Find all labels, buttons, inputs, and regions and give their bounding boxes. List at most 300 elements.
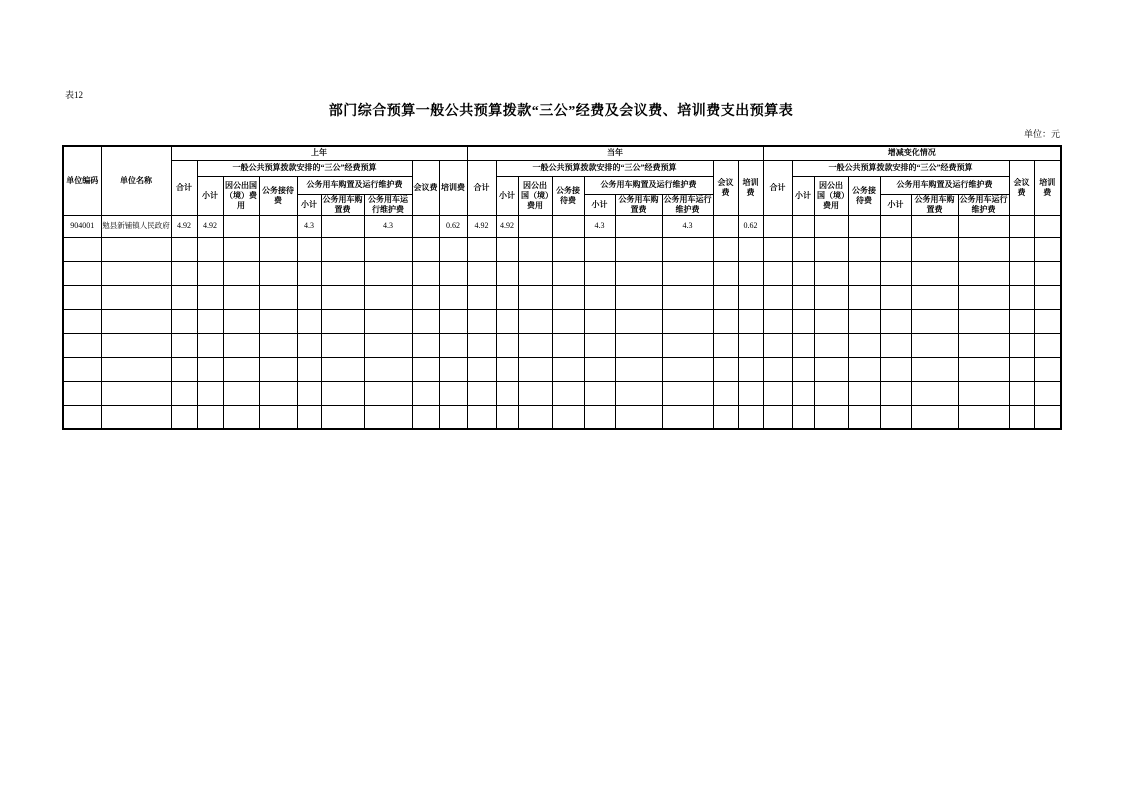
- empty-cell: [738, 333, 763, 357]
- empty-cell: [412, 381, 439, 405]
- empty-cell: [518, 261, 552, 285]
- cell-cur-subtotal: 4.92: [496, 215, 518, 237]
- empty-cell: [662, 309, 713, 333]
- empty-cell: [297, 309, 321, 333]
- empty-cell: [412, 333, 439, 357]
- empty-table-row: [63, 381, 1061, 405]
- empty-cell: [713, 261, 738, 285]
- empty-cell: [958, 309, 1009, 333]
- empty-cell: [662, 405, 713, 429]
- col-header-training: 培训费: [439, 160, 467, 215]
- empty-cell: [814, 405, 848, 429]
- col-header-reception: 公务接待费: [552, 176, 584, 215]
- group-header-sangong: 一般公共预算拨款安排的“三公”经费预算: [197, 160, 412, 176]
- empty-cell: [223, 333, 259, 357]
- cell-prev-abroad: [223, 215, 259, 237]
- empty-cell: [297, 333, 321, 357]
- cell-prev-training: 0.62: [439, 215, 467, 237]
- empty-cell: [958, 381, 1009, 405]
- col-header-vehicle-purchase: 公务用车购置费: [911, 194, 958, 215]
- col-header-total: 合计: [467, 160, 496, 215]
- empty-cell: [63, 381, 101, 405]
- empty-cell: [467, 333, 496, 357]
- empty-cell: [259, 405, 297, 429]
- empty-cell: [171, 381, 197, 405]
- empty-cell: [792, 357, 814, 381]
- col-header-training: 培训费: [738, 160, 763, 215]
- empty-cell: [101, 285, 171, 309]
- empty-cell: [297, 261, 321, 285]
- group-header-sangong: 一般公共预算拨款安排的“三公”经费预算: [496, 160, 713, 176]
- empty-cell: [223, 357, 259, 381]
- empty-cell: [439, 357, 467, 381]
- group-header-vehicle: 公务用车购置及运行维护费: [297, 176, 412, 194]
- empty-cell: [518, 357, 552, 381]
- table-body: [63, 215, 1061, 429]
- empty-cell: [848, 309, 880, 333]
- empty-cell: [848, 357, 880, 381]
- empty-cell: [958, 261, 1009, 285]
- empty-cell: [439, 309, 467, 333]
- empty-cell: [518, 333, 552, 357]
- col-header-vehicle-purchase: 公务用车购置费: [322, 194, 363, 214]
- cell-unit-code: 904001: [63, 215, 101, 237]
- empty-cell: [439, 333, 467, 357]
- col-header-training: 培训费: [1034, 160, 1061, 215]
- empty-cell: [496, 237, 518, 261]
- empty-cell: [297, 237, 321, 261]
- empty-cell: [1009, 309, 1034, 333]
- empty-cell: [880, 309, 911, 333]
- cell-chg-abroad: [814, 215, 848, 237]
- empty-cell: [584, 285, 615, 309]
- cell-cur-vehicle-maintenance: 4.3: [662, 215, 713, 237]
- empty-table-row: [63, 237, 1061, 261]
- empty-cell: [467, 381, 496, 405]
- col-header-vehicle-maintenance: 公务用车运行维护费: [959, 194, 1008, 214]
- empty-cell: [814, 333, 848, 357]
- empty-cell: [738, 405, 763, 429]
- col-header-unit-code: 单位编码: [63, 146, 101, 215]
- empty-cell: [911, 309, 958, 333]
- empty-cell: [259, 357, 297, 381]
- budget-table: [62, 145, 1062, 430]
- empty-cell: [763, 381, 792, 405]
- empty-cell: [848, 381, 880, 405]
- empty-cell: [171, 333, 197, 357]
- col-header-unit-name: 单位名称: [101, 146, 171, 215]
- empty-cell: [552, 309, 584, 333]
- empty-cell: [518, 309, 552, 333]
- empty-cell: [223, 237, 259, 261]
- empty-cell: [792, 381, 814, 405]
- empty-cell: [259, 381, 297, 405]
- page-title: 部门综合预算一般公共预算拨款“三公”经费及会议费、培训费支出预算表: [328, 104, 794, 119]
- empty-cell: [584, 237, 615, 261]
- empty-cell: [880, 237, 911, 261]
- empty-cell: [584, 357, 615, 381]
- cell-chg-reception: [848, 215, 880, 237]
- cell-cur-vehicle-purchase: [615, 215, 662, 237]
- cell-cur-training: 0.62: [738, 215, 763, 237]
- empty-cell: [412, 405, 439, 429]
- col-header-reception: 公务接待费: [848, 176, 880, 215]
- empty-cell: [763, 357, 792, 381]
- empty-cell: [1009, 405, 1034, 429]
- cell-cur-reception: [552, 215, 584, 237]
- col-header-vehicle-subtotal: 小计: [584, 194, 615, 215]
- empty-cell: [738, 261, 763, 285]
- empty-cell: [1009, 261, 1034, 285]
- empty-cell: [1034, 309, 1061, 333]
- empty-cell: [1009, 285, 1034, 309]
- empty-cell: [101, 405, 171, 429]
- empty-cell: [958, 333, 1009, 357]
- empty-cell: [615, 261, 662, 285]
- empty-cell: [1034, 357, 1061, 381]
- empty-cell: [223, 309, 259, 333]
- empty-cell: [63, 285, 101, 309]
- empty-cell: [321, 261, 364, 285]
- empty-cell: [738, 237, 763, 261]
- empty-cell: [496, 381, 518, 405]
- col-header-abroad: 因公出国（境）费用: [518, 176, 552, 215]
- empty-cell: [552, 261, 584, 285]
- empty-table-row: [63, 309, 1061, 333]
- empty-cell: [496, 309, 518, 333]
- cell-prev-conference: [412, 215, 439, 237]
- empty-table-row: [63, 285, 1061, 309]
- col-header-subtotal: 小计: [792, 176, 814, 215]
- cell-chg-vehicle-subtotal: [880, 215, 911, 237]
- empty-cell: [763, 333, 792, 357]
- cell-chg-total: [763, 215, 792, 237]
- empty-cell: [439, 237, 467, 261]
- cell-cur-vehicle-subtotal: 4.3: [584, 215, 615, 237]
- cell-prev-vehicle-subtotal: 4.3: [297, 215, 321, 237]
- empty-cell: [552, 237, 584, 261]
- empty-table-row: [63, 261, 1061, 285]
- empty-cell: [792, 237, 814, 261]
- empty-cell: [171, 309, 197, 333]
- empty-cell: [364, 309, 412, 333]
- empty-cell: [364, 357, 412, 381]
- empty-cell: [584, 405, 615, 429]
- empty-cell: [467, 237, 496, 261]
- empty-cell: [321, 333, 364, 357]
- empty-cell: [814, 237, 848, 261]
- empty-cell: [911, 405, 958, 429]
- cell-chg-vehicle-purchase: [911, 215, 958, 237]
- empty-cell: [412, 237, 439, 261]
- empty-cell: [848, 333, 880, 357]
- empty-cell: [101, 261, 171, 285]
- empty-cell: [738, 309, 763, 333]
- empty-cell: [552, 285, 584, 309]
- empty-cell: [259, 285, 297, 309]
- empty-cell: [101, 381, 171, 405]
- cell-chg-vehicle-maintenance: [958, 215, 1009, 237]
- empty-cell: [958, 285, 1009, 309]
- empty-cell: [880, 405, 911, 429]
- empty-cell: [364, 333, 412, 357]
- empty-cell: [814, 309, 848, 333]
- col-header-vehicle-purchase: 公务用车购置费: [615, 194, 662, 215]
- empty-cell: [958, 405, 1009, 429]
- empty-cell: [364, 237, 412, 261]
- empty-cell: [848, 261, 880, 285]
- empty-cell: [297, 285, 321, 309]
- empty-cell: [297, 357, 321, 381]
- empty-cell: [439, 381, 467, 405]
- empty-cell: [713, 405, 738, 429]
- cell-cur-conference: [713, 215, 738, 237]
- empty-cell: [171, 285, 197, 309]
- empty-cell: [496, 333, 518, 357]
- empty-cell: [814, 381, 848, 405]
- empty-cell: [615, 285, 662, 309]
- empty-cell: [467, 405, 496, 429]
- empty-cell: [101, 333, 171, 357]
- empty-cell: [171, 261, 197, 285]
- empty-cell: [763, 285, 792, 309]
- cell-cur-abroad: [518, 215, 552, 237]
- empty-cell: [63, 333, 101, 357]
- empty-cell: [439, 261, 467, 285]
- empty-cell: [364, 285, 412, 309]
- empty-cell: [321, 357, 364, 381]
- empty-cell: [518, 381, 552, 405]
- empty-cell: [738, 357, 763, 381]
- empty-cell: [259, 333, 297, 357]
- empty-cell: [1034, 237, 1061, 261]
- group-header-sangong: 一般公共预算拨款安排的“三公”经费预算: [792, 160, 1009, 176]
- empty-table-row: [63, 333, 1061, 357]
- empty-cell: [763, 405, 792, 429]
- empty-cell: [1034, 285, 1061, 309]
- empty-cell: [259, 309, 297, 333]
- cell-chg-conference: [1009, 215, 1034, 237]
- section-header-current-year: 当年: [467, 146, 763, 160]
- empty-cell: [496, 285, 518, 309]
- cell-cur-total: 4.92: [467, 215, 496, 237]
- cell-prev-total: 4.92: [171, 215, 197, 237]
- empty-cell: [552, 405, 584, 429]
- empty-cell: [615, 309, 662, 333]
- empty-cell: [662, 357, 713, 381]
- empty-cell: [364, 381, 412, 405]
- empty-cell: [197, 405, 223, 429]
- empty-cell: [958, 357, 1009, 381]
- col-header-vehicle-maintenance: 公务用车运行维护费: [364, 194, 412, 215]
- empty-cell: [584, 309, 615, 333]
- empty-cell: [171, 405, 197, 429]
- cell-prev-vehicle-purchase: [321, 215, 364, 237]
- empty-cell: [496, 261, 518, 285]
- empty-cell: [713, 333, 738, 357]
- empty-cell: [615, 333, 662, 357]
- empty-cell: [364, 405, 412, 429]
- empty-cell: [584, 381, 615, 405]
- empty-cell: [552, 357, 584, 381]
- empty-cell: [223, 381, 259, 405]
- empty-cell: [814, 285, 848, 309]
- empty-cell: [171, 357, 197, 381]
- empty-cell: [63, 261, 101, 285]
- col-header-subtotal: 小计: [197, 176, 223, 215]
- cell-chg-subtotal: [792, 215, 814, 237]
- table-number-label: 表12: [65, 90, 84, 100]
- empty-cell: [439, 405, 467, 429]
- empty-cell: [792, 333, 814, 357]
- empty-cell: [197, 237, 223, 261]
- header-row-1: [63, 146, 1061, 160]
- cell-prev-vehicle-maintenance: 4.3: [364, 215, 412, 237]
- empty-cell: [662, 381, 713, 405]
- empty-cell: [763, 261, 792, 285]
- empty-cell: [958, 237, 1009, 261]
- empty-cell: [792, 261, 814, 285]
- empty-cell: [63, 405, 101, 429]
- empty-cell: [814, 261, 848, 285]
- empty-cell: [848, 405, 880, 429]
- empty-cell: [552, 333, 584, 357]
- empty-cell: [738, 285, 763, 309]
- empty-table-row: [63, 357, 1061, 381]
- col-header-vehicle-subtotal: 小计: [297, 194, 321, 215]
- empty-cell: [321, 237, 364, 261]
- empty-cell: [223, 285, 259, 309]
- col-header-conference: 会议费: [713, 160, 738, 215]
- empty-cell: [880, 333, 911, 357]
- empty-cell: [662, 237, 713, 261]
- empty-cell: [792, 405, 814, 429]
- empty-cell: [496, 405, 518, 429]
- empty-cell: [467, 357, 496, 381]
- empty-cell: [321, 285, 364, 309]
- cell-unit-name: 勉县新铺镇人民政府: [101, 215, 171, 237]
- empty-cell: [552, 381, 584, 405]
- col-header-abroad: 因公出国（境）费用: [223, 176, 259, 215]
- unit-note: 单位：元: [1023, 129, 1060, 139]
- empty-cell: [412, 309, 439, 333]
- empty-cell: [662, 333, 713, 357]
- col-header-abroad: 因公出国（境）费用: [814, 176, 848, 215]
- col-header-conference: 会议费: [412, 160, 439, 215]
- empty-cell: [848, 237, 880, 261]
- empty-cell: [662, 285, 713, 309]
- empty-cell: [223, 405, 259, 429]
- empty-cell: [880, 285, 911, 309]
- empty-cell: [321, 381, 364, 405]
- cell-prev-subtotal: 4.92: [197, 215, 223, 237]
- empty-table-row: [63, 405, 1061, 429]
- empty-cell: [364, 261, 412, 285]
- col-header-subtotal: 小计: [496, 176, 518, 215]
- group-header-vehicle: 公务用车购置及运行维护费: [880, 176, 1009, 194]
- empty-cell: [412, 261, 439, 285]
- empty-cell: [763, 309, 792, 333]
- col-header-vehicle-subtotal: 小计: [880, 194, 911, 215]
- cell-chg-training: [1034, 215, 1061, 237]
- header-row-2: [63, 160, 1061, 176]
- empty-cell: [662, 261, 713, 285]
- empty-cell: [321, 405, 364, 429]
- empty-cell: [584, 333, 615, 357]
- empty-cell: [713, 357, 738, 381]
- empty-cell: [101, 357, 171, 381]
- empty-cell: [297, 381, 321, 405]
- empty-cell: [911, 381, 958, 405]
- empty-cell: [713, 285, 738, 309]
- col-header-reception: 公务接待费: [259, 176, 297, 215]
- empty-cell: [1009, 333, 1034, 357]
- empty-cell: [101, 309, 171, 333]
- section-header-change: 增减变化情况: [763, 146, 1061, 160]
- col-header-vehicle-maintenance: 公务用车运行维护费: [663, 194, 712, 214]
- empty-cell: [1034, 261, 1061, 285]
- empty-cell: [467, 261, 496, 285]
- empty-cell: [197, 357, 223, 381]
- empty-cell: [911, 285, 958, 309]
- empty-cell: [880, 381, 911, 405]
- empty-cell: [911, 237, 958, 261]
- empty-cell: [321, 309, 364, 333]
- empty-cell: [518, 237, 552, 261]
- cell-prev-reception: [259, 215, 297, 237]
- empty-cell: [101, 237, 171, 261]
- empty-cell: [467, 309, 496, 333]
- col-header-total: 合计: [171, 160, 197, 215]
- empty-cell: [713, 381, 738, 405]
- col-header-total: 合计: [763, 160, 792, 215]
- empty-cell: [197, 333, 223, 357]
- empty-cell: [763, 237, 792, 261]
- empty-cell: [911, 357, 958, 381]
- empty-cell: [63, 237, 101, 261]
- empty-cell: [880, 261, 911, 285]
- table-row: [63, 215, 1061, 237]
- empty-cell: [713, 237, 738, 261]
- empty-cell: [259, 261, 297, 285]
- empty-cell: [615, 405, 662, 429]
- empty-cell: [880, 357, 911, 381]
- table-header: [63, 146, 1061, 215]
- empty-cell: [223, 261, 259, 285]
- empty-cell: [615, 357, 662, 381]
- empty-cell: [297, 405, 321, 429]
- empty-cell: [412, 357, 439, 381]
- group-header-vehicle: 公务用车购置及运行维护费: [584, 176, 713, 194]
- empty-cell: [63, 309, 101, 333]
- empty-cell: [814, 357, 848, 381]
- empty-cell: [615, 381, 662, 405]
- empty-cell: [171, 237, 197, 261]
- empty-cell: [496, 357, 518, 381]
- empty-cell: [63, 357, 101, 381]
- empty-cell: [1034, 381, 1061, 405]
- empty-cell: [197, 309, 223, 333]
- empty-cell: [848, 285, 880, 309]
- empty-cell: [467, 285, 496, 309]
- empty-cell: [792, 309, 814, 333]
- empty-cell: [197, 285, 223, 309]
- empty-cell: [1009, 237, 1034, 261]
- empty-cell: [911, 333, 958, 357]
- empty-cell: [439, 285, 467, 309]
- empty-cell: [197, 261, 223, 285]
- empty-cell: [792, 285, 814, 309]
